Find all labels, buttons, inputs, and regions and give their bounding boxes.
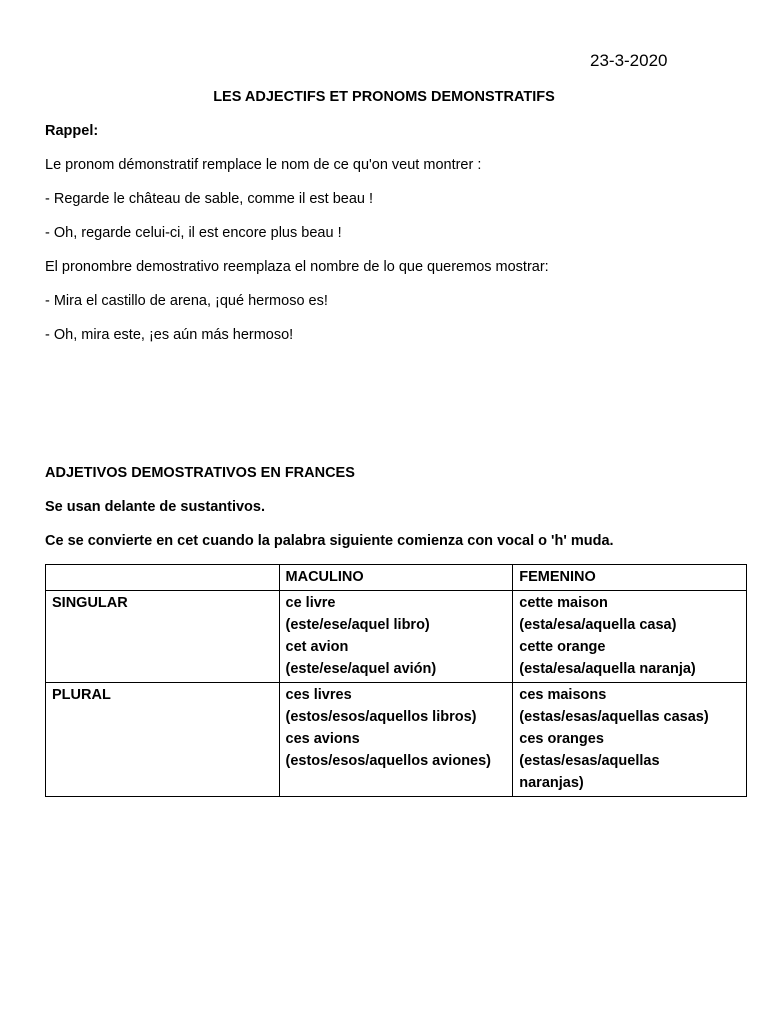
cell-masculine <box>279 591 513 683</box>
spanish-example-2: - Oh, mira este, ¡es aún más hermoso! <box>45 327 294 343</box>
cell-feminine <box>513 591 747 683</box>
table-header-feminine <box>513 565 747 591</box>
cell-line: (estos/esos/aquellos aviones) <box>285 753 492 769</box>
cell-line: cette maison <box>519 595 608 611</box>
spanish-example-1: - Mira el castillo de arena, ¡qué hermoso es! <box>45 293 328 309</box>
cell-line: ces oranges <box>519 731 604 747</box>
cell-line: cette orange <box>519 639 606 655</box>
table-header-row <box>46 565 747 591</box>
table-header-empty <box>46 565 280 591</box>
cell-line: ce livre <box>285 595 336 611</box>
cell-line: (estos/esos/aquellos libros) <box>285 709 477 725</box>
section-rule-1: Se usan delante de sustantivos. <box>45 499 265 515</box>
row-label: PLURAL <box>46 683 280 797</box>
cell-line: naranjas) <box>519 775 584 791</box>
section-heading: ADJETIVOS DEMOSTRATIVOS EN FRANCES <box>45 465 355 481</box>
rappel-label: Rappel: <box>45 123 99 139</box>
cell-line: ces maisons <box>519 687 607 703</box>
cell-line: (esta/esa/aquella casa) <box>519 617 677 633</box>
cell-line: (estas/esas/aquellas <box>519 753 660 769</box>
cell-line: ces livres <box>285 687 352 703</box>
french-example-1: - Regarde le château de sable, comme il est beau ! <box>45 191 374 207</box>
demonstratives-table <box>45 564 747 797</box>
cell-feminine <box>513 683 747 797</box>
cell-line: ces avions <box>285 731 360 747</box>
french-example-2: - Oh, regarde celui-ci, il est encore plus beau ! <box>45 225 342 241</box>
row-label: SINGULAR <box>46 591 280 683</box>
section-rule-2: Ce se convierte en cet cuando la palabra siguiente comienza con vocal o 'h' muda. <box>45 533 614 549</box>
document-date: 23-3-2020 <box>590 51 668 70</box>
header-text: FEMENINO <box>519 569 596 585</box>
cell-line: (estas/esas/aquellas casas) <box>519 709 709 725</box>
cell-line: (este/ese/aquel avión) <box>285 661 437 677</box>
header-text: MACULINO <box>285 569 364 585</box>
cell-line: (esta/esa/aquella naranja) <box>519 661 696 677</box>
table-row-plural <box>46 683 747 797</box>
document-title: LES ADJECTIFS ET PRONOMS DEMONSTRATIFS <box>213 89 555 105</box>
spanish-intro: El pronombre demostrativo reemplaza el nombre de lo que queremos mostrar: <box>45 259 549 275</box>
cell-line: (este/ese/aquel libro) <box>285 617 430 633</box>
french-intro: Le pronom démonstratif remplace le nom de ce qu'on veut montrer : <box>45 157 482 173</box>
table-header-masculine <box>279 565 513 591</box>
cell-masculine <box>279 683 513 797</box>
cell-line: cet avion <box>285 639 349 655</box>
table-row-singular <box>46 591 747 683</box>
